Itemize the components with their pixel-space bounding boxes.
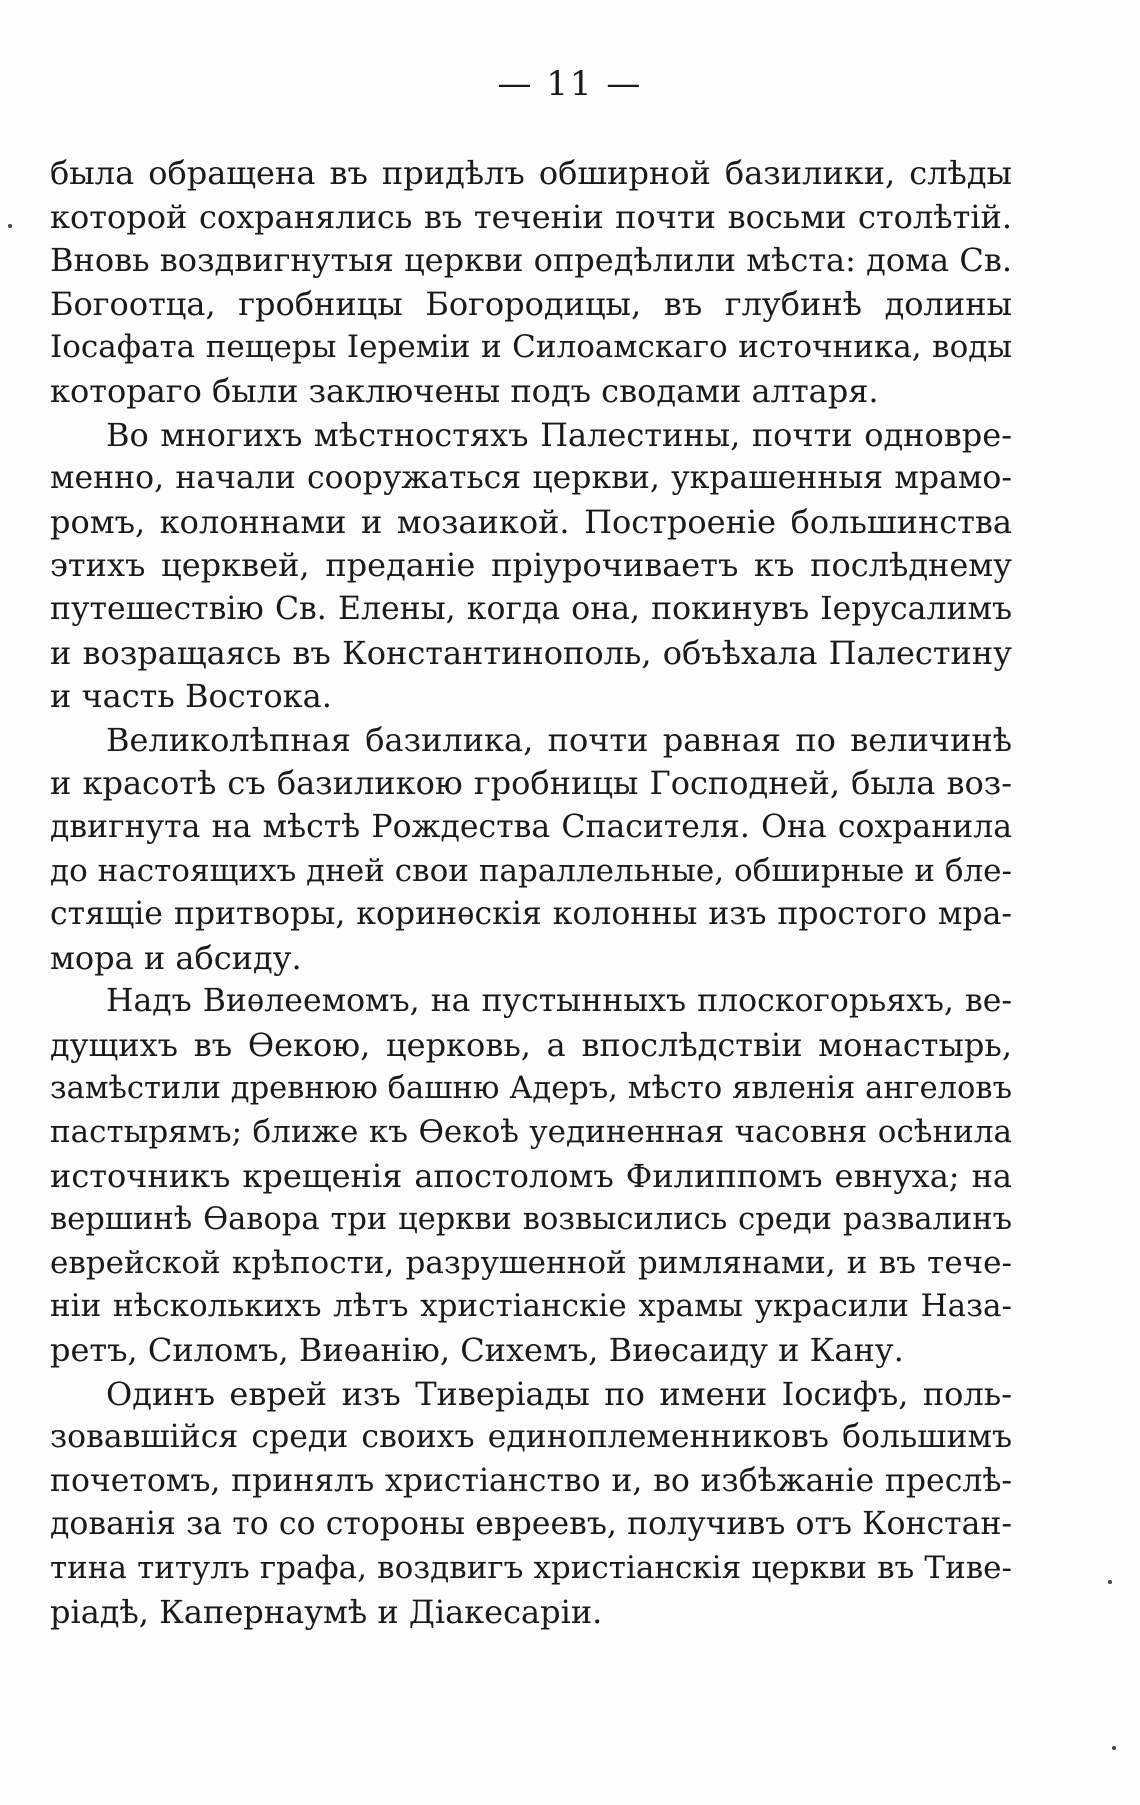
text-line: стящіе притворы, коринѳскія колонны изъ простого мра- — [50, 896, 1012, 933]
text-line: была обращена въ придѣлъ обширной базилики, слѣды — [50, 154, 1012, 192]
text-line: почетомъ, принялъ христіанство и, во избѣжаніе преслѣ- — [50, 1462, 1012, 1499]
text-line: которой сохранялись въ теченіи почти восьми столѣтій. — [50, 197, 1012, 236]
text-line: Одинъ еврей изъ Тиверіады по имени Іосифъ, поль- — [106, 1374, 1012, 1413]
text-line: дованія за то со стороны евреевъ, получивъ отъ Констан- — [50, 1506, 1012, 1543]
paragraph — [50, 414, 1012, 719]
text-line: этихъ церквей, преданіе пріурочиваетъ къ послѣднему — [50, 546, 1012, 585]
text-line: тина титулъ графа, воздвигъ христіанскія церкви въ Тиве- — [50, 1550, 1012, 1586]
text-line: ромъ, колоннами и мозаикой. Построеніе большинства — [50, 502, 1012, 541]
text-line: путешествію Св. Елены, когда она, покинувъ Іерусалимъ — [50, 590, 1012, 627]
body-text — [50, 152, 1012, 1634]
text-line: зовавшійся среди своихъ единоплеменниковъ большимъ — [50, 1419, 1012, 1456]
paragraph — [50, 152, 1012, 414]
text-line: пастырямъ; ближе къ Ѳекоѣ уединенная часовня осѣнила — [50, 1114, 1012, 1151]
page-number: — 11 — — [497, 64, 643, 104]
text-line: и часть Востока. — [50, 677, 332, 716]
text-line: источникъ крещенія апостоломъ Филиппомъ евнуха; на — [50, 1156, 1012, 1195]
text-line: вершинѣ Ѳавора три церкви возвысились среди развалинъ — [50, 1202, 1012, 1238]
text-line: Вновь воздвигнутыя церкви опредѣлили мѣста: дома Св. — [50, 241, 1012, 280]
text-line: котораго были заключены подъ сводами алтаря. — [50, 371, 879, 410]
print-speck — [1108, 1580, 1112, 1584]
print-speck — [8, 224, 12, 228]
text-line: дущихъ въ Ѳекою, церковь, а впослѣдствіи монастырь, — [50, 1025, 1012, 1064]
text-line: менно, начали сооружаться церкви, украшенныя мрамо- — [50, 460, 1012, 497]
text-line: замѣстили древнюю башню Адеръ, мѣсто явленія ангеловъ — [50, 1071, 1012, 1107]
text-line: и возращаясь въ Константинополь, объѣхала Палестину — [50, 633, 1012, 672]
text-line: и красотѣ съ базиликою гробницы Господней, была воз- — [50, 764, 1012, 803]
text-line: двигнута на мѣстѣ Рождества Спасителя. Она сохранила — [50, 808, 1012, 845]
paragraph — [50, 980, 1012, 1372]
text-line: еврейской крѣпости, разрушенной римлянами, и въ тече- — [50, 1244, 1012, 1281]
text-line: Великолѣпная базилика, почти равная по величинѣ — [106, 720, 1012, 759]
text-line: Іосафата пещеры Іереміи и Силоамскаго источника, воды — [50, 329, 1012, 366]
text-line: ніи нѣсколькихъ лѣтъ христіанскіе храмы украсили Наза- — [50, 1288, 1012, 1325]
print-speck — [1112, 1746, 1116, 1750]
text-line: Во многихъ мѣстностяхъ Палестины, почти одновре- — [106, 415, 1012, 454]
paragraph — [50, 1373, 1012, 1635]
text-line: до настоящихъ дней свои параллельные, обширные и бле- — [50, 852, 1012, 889]
paragraph — [50, 719, 1012, 981]
text-line: ретъ, Силомъ, Виѳанію, Сихемъ, Виѳсаиду и Кану. — [50, 1331, 904, 1370]
text-line: Надъ Виѳлеемомъ, на пустынныхъ плоскогорьяхъ, ве- — [106, 983, 1012, 1020]
text-line: мора и абсиду. — [50, 938, 302, 977]
text-line: Богоотца, гробницы Богородицы, въ глубинѣ долины — [50, 284, 1012, 323]
text-line: ріадѣ, Капернаумѣ и Діакесаріи. — [50, 1592, 603, 1631]
